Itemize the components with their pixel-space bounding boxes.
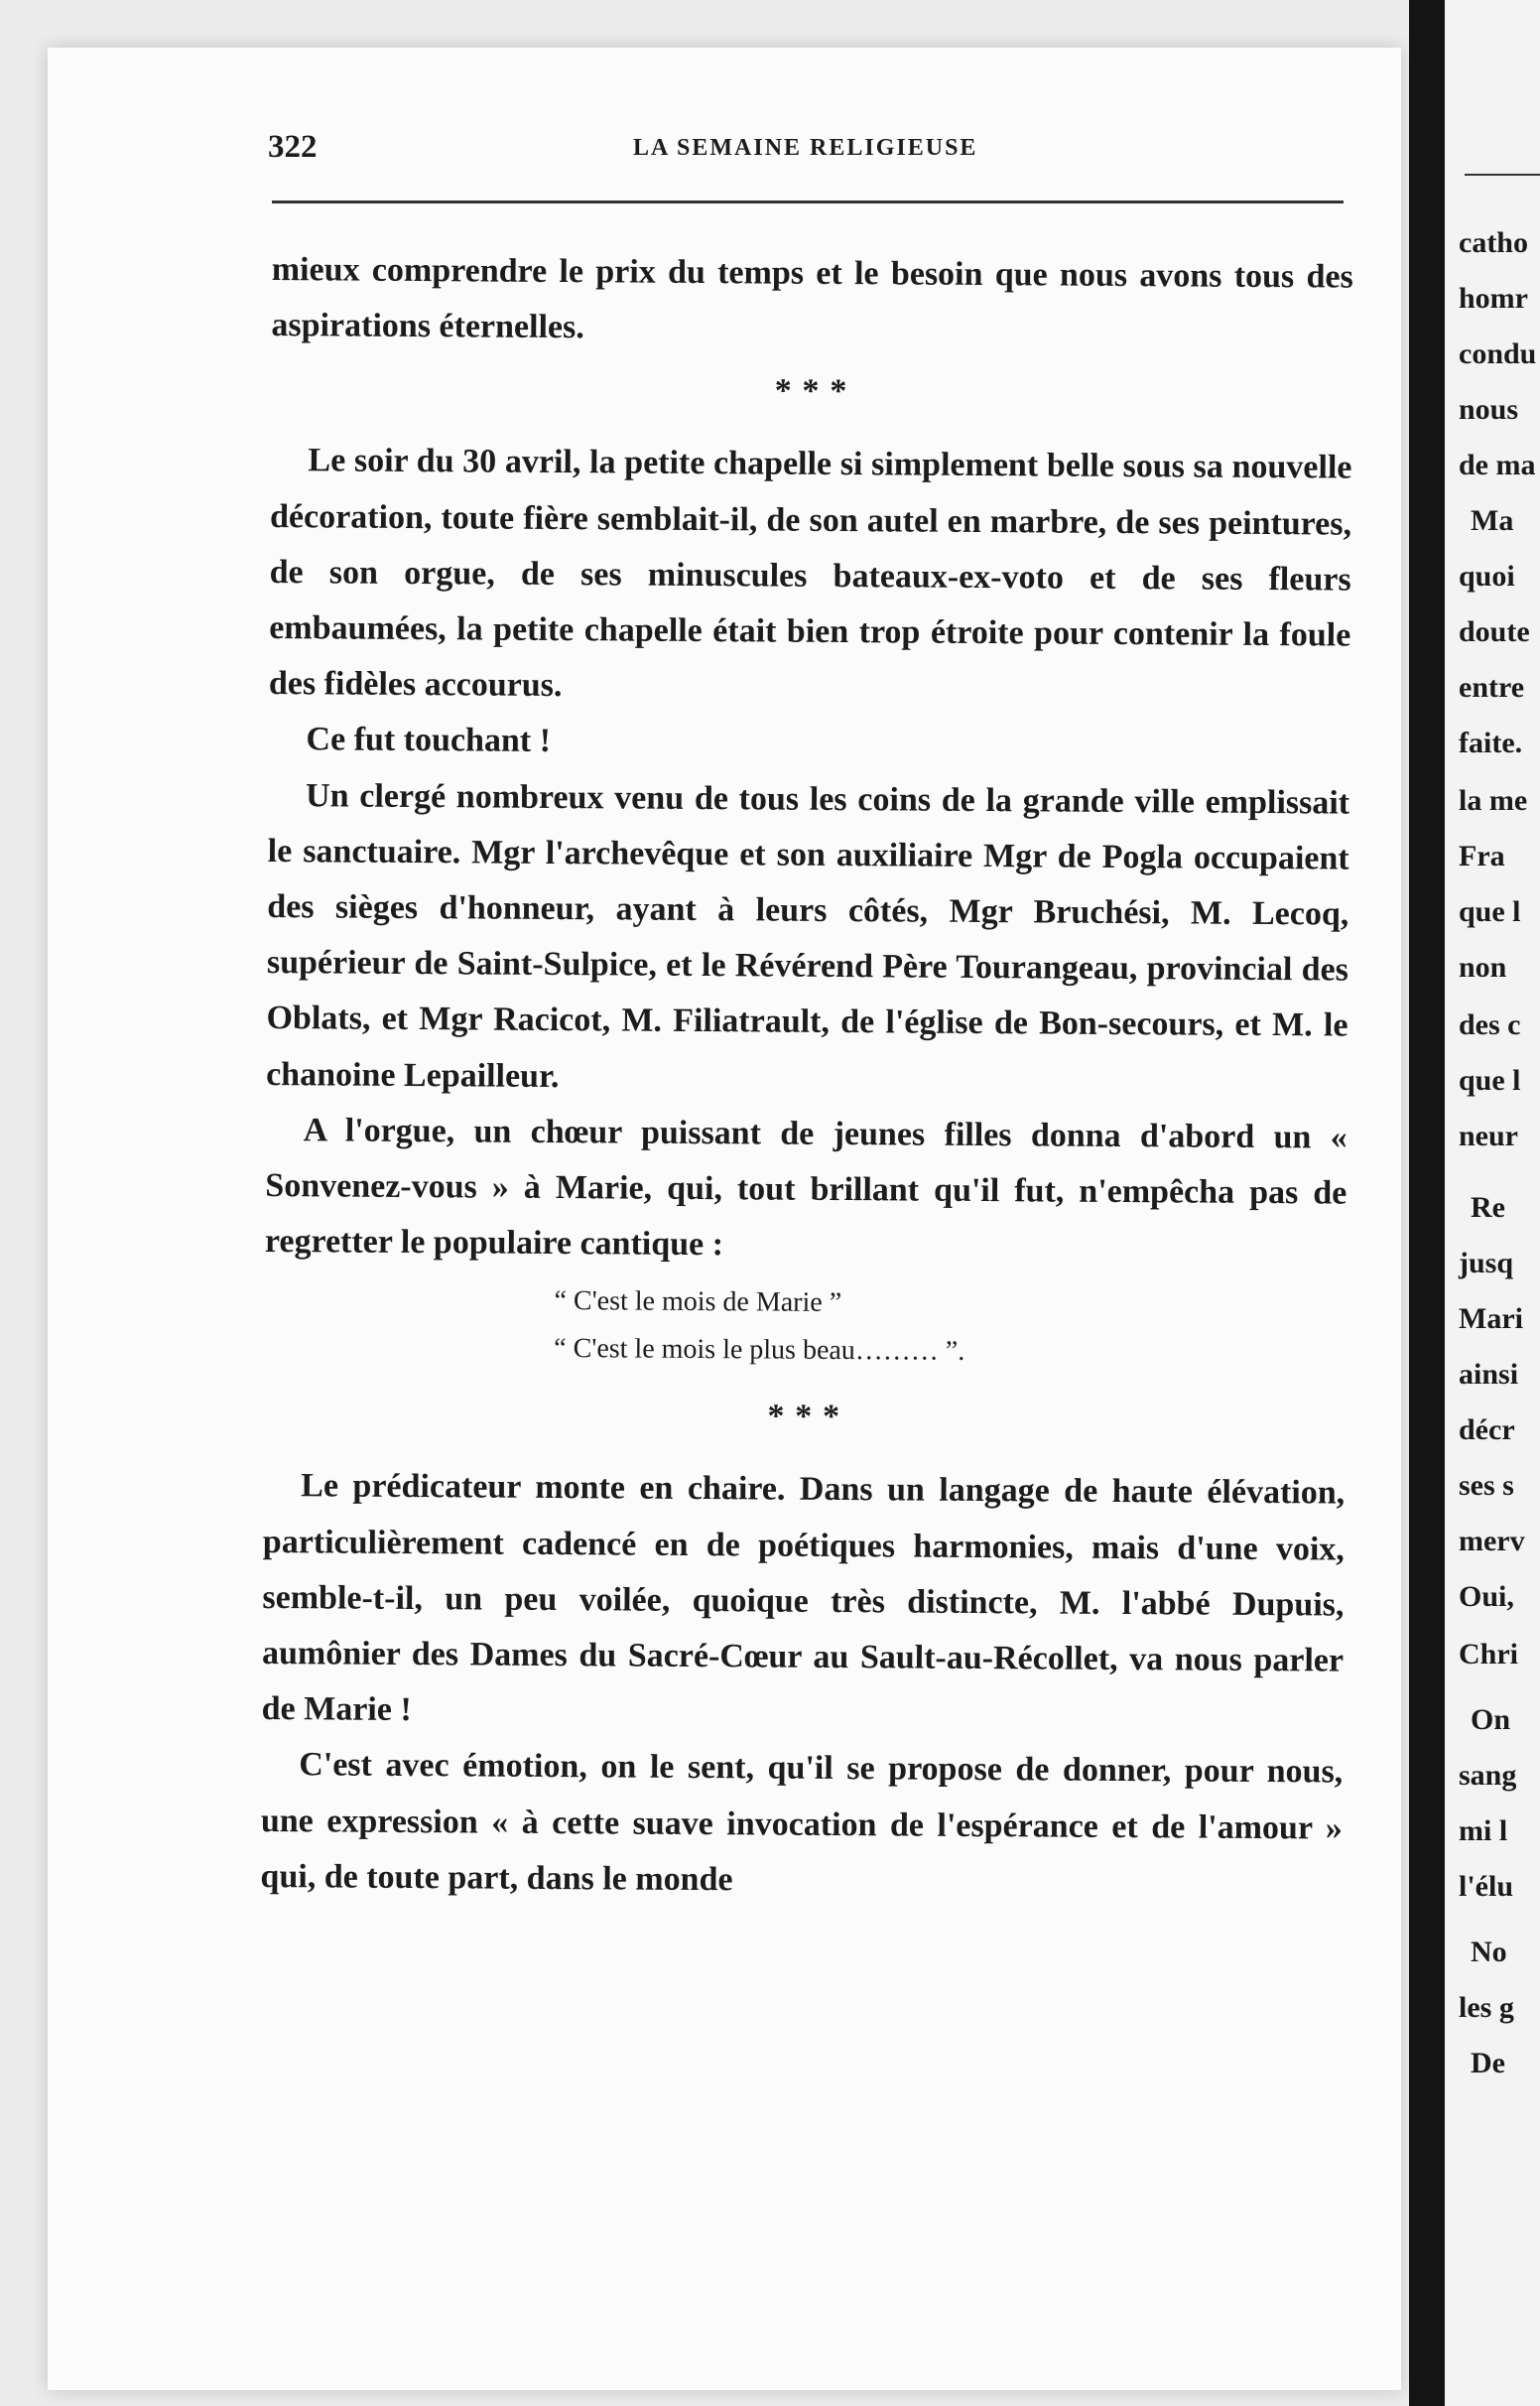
page-header (268, 129, 1344, 185)
facing-page-line: que l (1459, 1064, 1521, 1097)
facing-page-line: neur (1459, 1120, 1518, 1152)
facing-page-line: merv (1459, 1525, 1525, 1557)
running-title: LA SEMAINE RELIGIEUSE (633, 135, 978, 161)
page-body (260, 242, 1353, 1913)
facing-page-line: de ma (1459, 449, 1536, 481)
facing-page-line: que l (1459, 895, 1521, 928)
facing-page-line: condu (1459, 337, 1537, 370)
facing-page-line: non (1459, 951, 1507, 984)
facing-page-line: mi l (1459, 1814, 1508, 1847)
facing-page-line: entre (1459, 671, 1525, 704)
facing-page-line: De (1471, 2047, 1505, 2079)
book-gutter (1409, 0, 1445, 2406)
facing-page-line: la me (1459, 784, 1528, 817)
paragraph-6: Le prédicateur monte en chaire. Dans un langage de haute élévation, particulièrement cadencé en de poétiques harmonies, mais d'une voix, semble-t-il, un peu voilée, quoique très distincte, M. l'abbé Dupuis, aumônier des Dames du Sacré-Cœur au Sault-au-Récollet, va nous parler de Marie ! (261, 1467, 1346, 1729)
facing-page-line: On (1471, 1703, 1511, 1736)
asterism-2-glyph: * * * (767, 1398, 842, 1436)
header-rule (272, 200, 1344, 203)
facing-page-line: homr (1459, 282, 1528, 315)
paragraph-2: Le soir du 30 avril, la petite chapelle si simplement belle sous sa nouvelle décoration, toute fière semblait-il, de son autel en marbre, de ses peintures, de son orgue, de ses minuscules bateaux-ex-voto et de ses fleurs embaumées, la petite chapelle était bien trop étroite pour contenir la foule des fidèles accourus. (268, 442, 1352, 705)
facing-page-line: des c (1459, 1008, 1521, 1041)
facing-page-line: jusq (1459, 1247, 1514, 1279)
facing-page-line: Oui, (1459, 1580, 1514, 1613)
paragraph-3: Ce fut touchant ! (306, 721, 552, 760)
facing-page-line: catho (1459, 226, 1528, 259)
facing-page-line: Chri (1459, 1638, 1518, 1671)
facing-page-line: Re (1471, 1191, 1505, 1224)
quote-line-1: “ C'est le mois de Marie ” (554, 1285, 842, 1319)
facing-page-line: ses s (1459, 1469, 1514, 1502)
facing-page-line: doute (1459, 615, 1530, 648)
facing-page-line: nous (1459, 393, 1519, 426)
hymn-quote (264, 1275, 1347, 1379)
facing-page-line: quoi (1459, 560, 1515, 593)
facing-page-line: Ma (1471, 504, 1514, 537)
paragraph-5: A l'orgue, un chœur puissant de jeunes filles donna d'abord un « Sonvenez-vous » à Marie, qui, tout brillant qu'il fut, n'empêcha pas de regretter le populaire cantique : (264, 1112, 1348, 1264)
facing-page-line: No (1471, 1936, 1507, 1968)
quote-line-2: “ C'est le mois le plus beau……… ”. (554, 1333, 965, 1368)
facing-page-line: ainsi (1459, 1358, 1519, 1391)
facing-page-line: les g (1459, 1991, 1514, 2024)
facing-page-line: Mari (1459, 1302, 1523, 1335)
facing-page-rule (1465, 174, 1540, 176)
asterism-1 (271, 353, 1353, 441)
paragraph-7: C'est avec émotion, on le sent, qu'il se propose de donner, pour nous, une expression « à cette suave invocation de l'espérance et de l'amour » qui, de toute part, dans le monde (260, 1746, 1344, 1899)
facing-page-line: faite. (1459, 727, 1523, 759)
paragraph-1: mieux comprendre le prix du temps et le besoin que nous avons tous des aspirations éternelles. (271, 250, 1353, 346)
facing-page-line: sang (1459, 1759, 1517, 1792)
asterism-2 (263, 1379, 1346, 1466)
page-number: 322 (268, 129, 318, 165)
facing-page-line: décr (1459, 1413, 1515, 1446)
paragraph-4: Un clergé nombreux venu de tous les coins de la grande ville emplissait le sanctuaire. Mgr l'archevêque et son auxiliaire Mgr de Pogla occupaient des sièges d'honneur, ayant à leurs côtés, Mgr Bruchési, M. Lecoq, supérieur de Saint-Sulpice, et le Révérend Père Tourangeau, provincial des Oblats, et Mgr Racicot, M. Filiatrault, de l'église de Bon-secours, et M. le chanoine Lepailleur. (266, 776, 1350, 1095)
facing-page-line: Fra (1459, 840, 1505, 872)
asterism-1-glyph: * * * (774, 372, 849, 411)
facing-page-line: l'élu (1459, 1870, 1514, 1903)
facing-page (1445, 0, 1540, 2406)
